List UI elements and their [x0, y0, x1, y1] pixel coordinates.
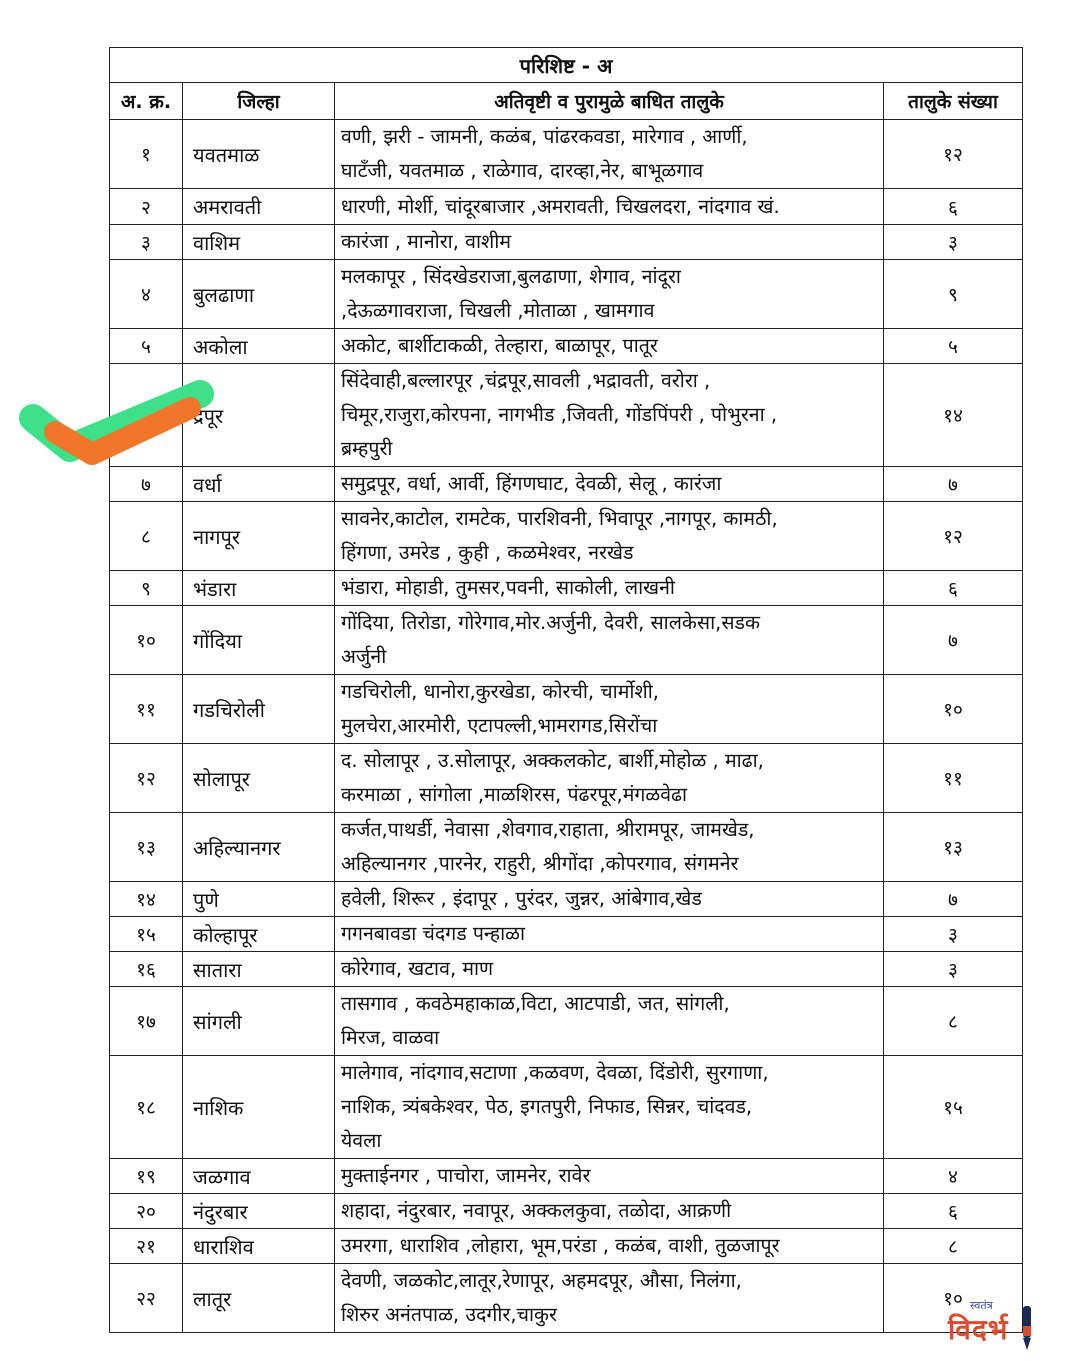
pen-icon	[1020, 1306, 1034, 1352]
table-row	[110, 813, 1023, 882]
district-cell: अमरावती	[183, 189, 335, 225]
taluka-line: हवेली, शिरूर , इंदापूर , पुरंदर, जुन्नर, आंबेगाव,खेड	[341, 887, 702, 910]
taluka-line: मुक्ताईनगर , पाचोरा, जामनेर, रावेर	[341, 1164, 591, 1187]
table-row	[110, 882, 1023, 917]
taluka-line: शहादा, नंदुरबार, नवापूर, अक्कलकुवा, तळोदा, आक्रणी	[341, 1199, 732, 1222]
district-cell: अहिल्यानगर	[183, 813, 335, 882]
taluka-line: कारंजा , मानोरा, वाशीम	[341, 230, 511, 253]
taluka-line: करमाळा , सांगोला ,माळशिरस, पंढरपूर,मंगळवेढा	[341, 783, 688, 806]
talukas-cell	[335, 120, 884, 189]
count-cell: १२	[884, 502, 1023, 571]
district-cell: नागपूर	[183, 502, 335, 571]
serial-cell: १५	[110, 917, 183, 952]
watermark-logo	[940, 1298, 1036, 1354]
talukas-cell	[335, 1264, 884, 1333]
district-cell: कोल्हापूर	[183, 917, 335, 952]
taluka-line: मुलचेरा,आरमोरी, एटापल्ली,भामरागड,सिरोंचा	[341, 714, 658, 737]
taluka-line: मिरज, वाळवा	[341, 1026, 440, 1049]
district-cell: धाराशिव	[183, 1229, 335, 1264]
count-cell: ७	[884, 467, 1023, 502]
taluka-line: ,देऊळगावराजा, चिखली ,मोताळा , खामगाव	[341, 299, 655, 322]
district-cell: नाशिक	[183, 1056, 335, 1159]
count-cell: ११	[884, 744, 1023, 813]
count-cell: १३	[884, 813, 1023, 882]
talukas-cell	[335, 917, 884, 952]
watermark-main-text: विदर्भ	[948, 1313, 1009, 1346]
serial-cell: १८	[110, 1056, 183, 1159]
talukas-cell	[335, 987, 884, 1056]
count-cell: ६	[884, 1194, 1023, 1229]
taluka-line: उमरगा, धाराशिव ,लोहारा, भूम,परंडा , कळंब, वाशी, तुळजापूर	[341, 1234, 780, 1257]
table-row	[110, 917, 1023, 952]
taluka-line: गडचिरोली, धानोरा,कुरखेडा, कोरची, चार्मोशी,	[341, 680, 659, 703]
table-row	[110, 987, 1023, 1056]
serial-cell: २०	[110, 1194, 183, 1229]
taluka-line: हिंगणा, उमरेड , कुही , कळमेश्वर, नरखेड	[341, 541, 634, 564]
district-cell: सातारा	[183, 952, 335, 987]
district-cell: गोंदिया	[183, 606, 335, 675]
header-row	[110, 83, 1023, 120]
count-cell: ४	[884, 1159, 1023, 1194]
serial-cell: १	[110, 120, 183, 189]
district-cell: जळगाव	[183, 1159, 335, 1194]
count-cell: ७	[884, 882, 1023, 917]
taluka-line: वणी, झरी - जामनी, कळंब, पांढरकवडा, मारेगाव , आर्णी,	[341, 125, 748, 148]
count-cell: ३	[884, 917, 1023, 952]
count-cell: १४	[884, 364, 1023, 467]
taluka-line: शिरुर अनंतपाळ, उदगीर,चाकुर	[341, 1303, 557, 1326]
table-title: परिशिष्ट - अ	[110, 48, 1023, 83]
taluka-line: गगनबावडा चंदगड पन्हाळा	[341, 922, 526, 945]
serial-cell: ७	[110, 467, 183, 502]
taluka-line: धारणी, मोर्शी, चांदूरबाजार ,अमरावती, चिखलदरा, नांदगाव खं.	[341, 194, 780, 218]
serial-cell: ८	[110, 502, 183, 571]
table-row	[110, 502, 1023, 571]
table-row	[110, 571, 1023, 606]
taluka-line: कोरेगाव, खटाव, माण	[341, 957, 494, 980]
taluka-line: द. सोलापूर , उ.सोलापूर, अक्कलकोट, बार्शी,मोहोळ , माढा,	[341, 749, 764, 772]
count-cell: ६	[884, 571, 1023, 606]
table-row	[110, 467, 1023, 502]
district-cell: पुणे	[183, 882, 335, 917]
talukas-cell	[335, 571, 884, 606]
talukas-cell	[335, 1056, 884, 1159]
header-count: तालुके संख्या	[884, 83, 1023, 120]
talukas-cell	[335, 467, 884, 502]
table-row	[110, 952, 1023, 987]
taluka-line: मालेगाव, नांदगाव,सटाणा ,कळवण, देवळा, दिंडोरी, सुरगाणा,	[341, 1061, 769, 1084]
header-serial: अ. क्र.	[110, 83, 183, 120]
talukas-cell	[335, 502, 884, 571]
talukas-cell	[335, 364, 884, 467]
taluka-line: घाटँजी, यवतमाळ , राळेगाव, दारव्हा,नेर, बाभूळगाव	[341, 159, 704, 182]
district-cell: लातूर	[183, 1264, 335, 1333]
district-cell: सांगली	[183, 987, 335, 1056]
taluka-line: देवणी, जळकोट,लातूर,रेणापूर, अहमदपूर, औसा, निलंगा,	[341, 1269, 742, 1292]
district-cell: अकोला	[183, 329, 335, 364]
taluka-line: नाशिक, त्र्यंबकेश्वर, पेठ, इगतपुरी, निफाड, सिन्नर, चांदवड,	[341, 1095, 753, 1118]
count-cell: ८	[884, 987, 1023, 1056]
serial-cell: १९	[110, 1159, 183, 1194]
talukas-cell	[335, 1194, 884, 1229]
table-row	[110, 1159, 1023, 1194]
count-cell: ८	[884, 1229, 1023, 1264]
serial-cell: १०	[110, 606, 183, 675]
taluka-line: सावनेर,काटोल, रामटेक, पारशिवनी, भिवापूर ,नागपूर, कामठी,	[341, 507, 778, 530]
talukas-cell	[335, 329, 884, 364]
table-row	[110, 189, 1023, 225]
table-row	[110, 1264, 1023, 1333]
district-cell: भंडारा	[183, 571, 335, 606]
table-row	[110, 1194, 1023, 1229]
taluka-table	[109, 47, 1023, 1333]
taluka-line: येवला	[341, 1129, 382, 1152]
count-cell: ३	[884, 952, 1023, 987]
talukas-cell	[335, 675, 884, 744]
serial-cell: ३	[110, 225, 183, 260]
taluka-line: मलकापूर , सिंदखेडराजा,बुलढाणा, शेगाव, नांदूरा	[341, 265, 681, 288]
count-cell: १२	[884, 120, 1023, 189]
count-cell: १०	[884, 675, 1023, 744]
taluka-line: समुद्रपूर, वर्धा, आर्वी, हिंगणघाट, देवळी, सेलू , कारंजा	[341, 472, 722, 495]
district-cell: द्रपूर	[183, 364, 335, 467]
talukas-cell	[335, 225, 884, 260]
serial-cell: २१	[110, 1229, 183, 1264]
talukas-cell	[335, 952, 884, 987]
table-body	[110, 120, 1023, 1333]
taluka-line: ब्रम्हपुरी	[341, 437, 393, 460]
district-cell: सोलापूर	[183, 744, 335, 813]
table-row	[110, 329, 1023, 364]
table-row	[110, 744, 1023, 813]
taluka-line: सिंदेवाही,बल्लारपूर ,चंद्रपूर,सावली ,भद्रावती, वरोरा ,	[341, 369, 711, 392]
taluka-line: कर्जत,पाथर्डी, नेवासा ,शेवगाव,राहाता, श्रीरामपूर, जामखेड,	[341, 818, 755, 841]
header-talukas: अतिवृष्टी व पुरामुळे बाधित तालुके	[335, 83, 884, 120]
table-row	[110, 675, 1023, 744]
talukas-cell	[335, 260, 884, 329]
talukas-cell	[335, 813, 884, 882]
taluka-line: तासगाव , कवठेमहाकाळ,विटा, आटपाडी, जत, सांगली,	[341, 992, 730, 1015]
table-row	[110, 225, 1023, 260]
table-row	[110, 120, 1023, 189]
taluka-line: अकोट, बार्शीटाकळी, तेल्हारा, बाळापूर, पातूर	[341, 334, 658, 357]
talukas-cell	[335, 744, 884, 813]
district-cell: नंदुरबार	[183, 1194, 335, 1229]
count-cell: ९	[884, 260, 1023, 329]
talukas-cell	[335, 1229, 884, 1264]
table-row	[110, 1056, 1023, 1159]
taluka-line: अहिल्यानगर ,पारनेर, राहुरी, श्रीगोंदा ,कोपरगाव, संगमनेर	[341, 852, 739, 875]
district-cell: यवतमाळ	[183, 120, 335, 189]
count-cell: १०	[884, 1264, 1023, 1333]
table-row	[110, 260, 1023, 329]
serial-cell: ४	[110, 260, 183, 329]
header-district: जिल्हा	[183, 83, 335, 120]
count-cell: ६	[884, 189, 1023, 225]
district-cell: वाशिम	[183, 225, 335, 260]
table-row	[110, 364, 1023, 467]
talukas-cell	[335, 606, 884, 675]
watermark-top-text: स्वतंत्र	[970, 1299, 993, 1312]
serial-cell: १२	[110, 744, 183, 813]
table-row	[110, 1229, 1023, 1264]
talukas-cell	[335, 1159, 884, 1194]
title-row	[110, 48, 1023, 83]
serial-cell: १७	[110, 987, 183, 1056]
table-row	[110, 606, 1023, 675]
count-cell: ७	[884, 606, 1023, 675]
serial-cell: १४	[110, 882, 183, 917]
district-cell: वर्धा	[183, 467, 335, 502]
taluka-line: चिमूर,राजुरा,कोरपना, नागभीड ,जिवती, गोंडपिंपरी , पोभुरना ,	[341, 403, 778, 426]
serial-cell: २२	[110, 1264, 183, 1333]
district-cell: गडचिरोली	[183, 675, 335, 744]
count-cell: ५	[884, 329, 1023, 364]
taluka-line: भंडारा, मोहाडी, तुमसर,पवनी, साकोली, लाखनी	[341, 576, 675, 599]
serial-cell: २	[110, 189, 183, 225]
serial-cell: ९	[110, 571, 183, 606]
talukas-cell	[335, 189, 884, 225]
count-cell: ३	[884, 225, 1023, 260]
count-cell: १५	[884, 1056, 1023, 1159]
district-cell: बुलढाणा	[183, 260, 335, 329]
serial-cell: ११	[110, 675, 183, 744]
talukas-cell	[335, 882, 884, 917]
serial-cell: १३	[110, 813, 183, 882]
taluka-line: गोंदिया, तिरोडा, गोरेगाव,मोर.अर्जुनी, देवरी, सालकेसा,सडक	[341, 611, 760, 634]
serial-cell	[110, 364, 183, 467]
serial-cell: ५	[110, 329, 183, 364]
taluka-line: अर्जुनी	[341, 645, 387, 668]
serial-cell: १६	[110, 952, 183, 987]
